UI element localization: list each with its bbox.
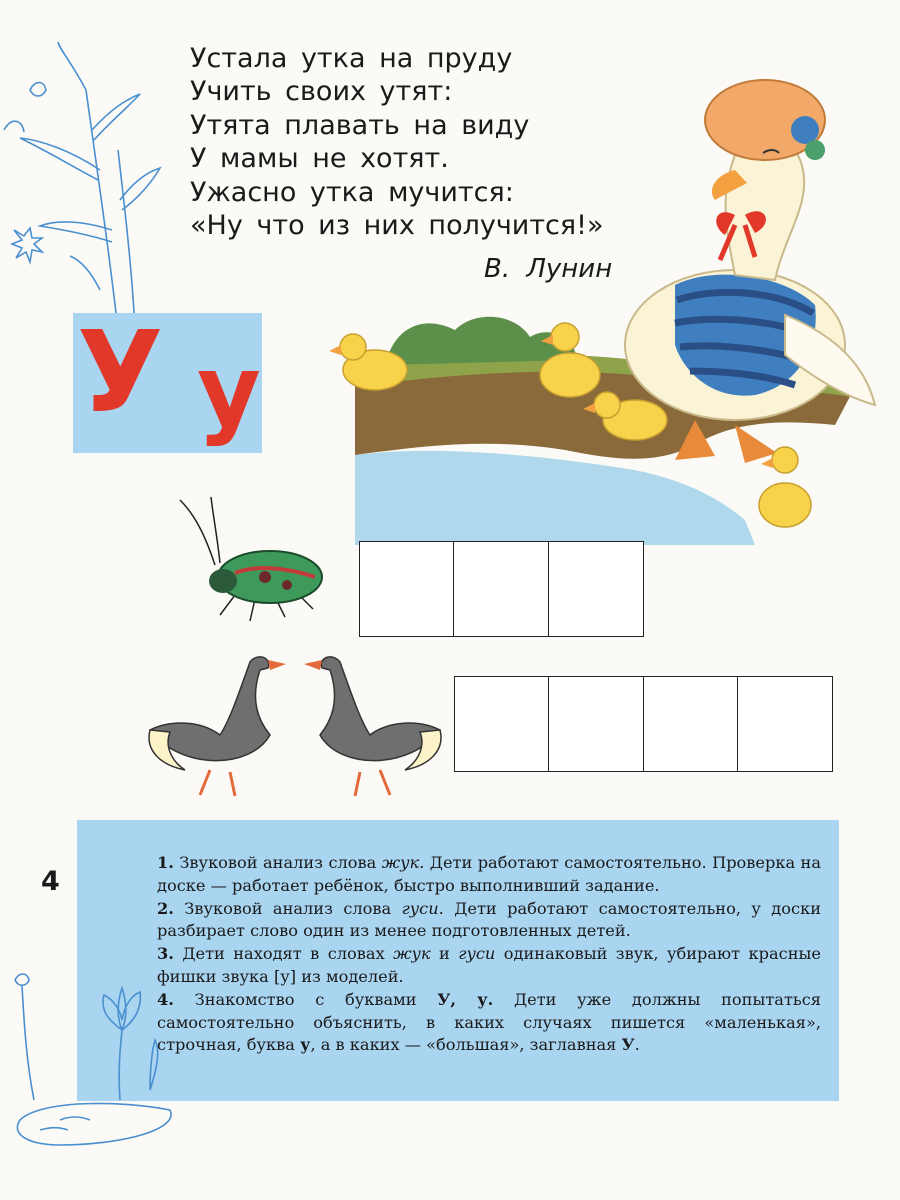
sound-cell[interactable] — [548, 676, 644, 772]
page-number: 4 — [41, 866, 60, 897]
beetle-illustration — [175, 495, 330, 625]
task-4: 4. Знакомство с буквами У, у. Дети уже должны попытаться самостоятельно объяснить, в каких случаях пишется «маленькая», строчная, буква у, а в каких — «большая», заглавная У. — [157, 989, 822, 1055]
poem-line: Учить своих утят: — [190, 76, 453, 108]
poem-line: «Ну что из них получится!» — [190, 210, 604, 242]
reed-plant-illustration — [0, 30, 170, 330]
sound-cell[interactable] — [359, 541, 455, 637]
task-2: 2. Звуковой анализ слова гуси. Дети работают самостоятельно, у доски разбирает слово один из менее подготовленных детей. — [157, 898, 821, 941]
word-model-beetle — [360, 541, 644, 637]
poem-line: Утята плавать на виду — [190, 109, 530, 141]
sound-cell[interactable] — [454, 676, 550, 772]
word-model-geese — [455, 676, 833, 772]
letter-card — [73, 308, 262, 453]
poem-line: Ужасно утка мучится: — [190, 176, 514, 208]
sound-cell[interactable] — [643, 676, 739, 772]
geese-illustration — [140, 640, 450, 805]
duck-with-ducklings-illustration — [315, 75, 885, 550]
sound-cell[interactable] — [548, 541, 644, 637]
uppercase-letter: У — [77, 308, 164, 438]
poem-author: В. Лунин — [484, 254, 613, 284]
teacher-notes-text — [157, 852, 821, 1057]
poem-line: Устала утка на пруду — [190, 43, 513, 74]
sound-cell[interactable] — [737, 676, 833, 772]
poem-line: У мамы не хотят. — [190, 143, 449, 175]
sound-cell[interactable] — [453, 541, 549, 637]
task-3: 3. Дети находят в словах жук и гуси одинаковый звук, убирают красные фишки звука [у] из моделей. — [157, 944, 821, 986]
lotus-pond-illustration — [0, 940, 190, 1150]
task-1: 1. Звуковой анализ слова жук. Дети работают самостоятельно. Проверка на доске — работает ребёнок, быстро выполнивший задание. — [157, 853, 821, 895]
lowercase-letter: у — [197, 335, 261, 449]
teacher-notes-panel — [77, 820, 839, 1101]
